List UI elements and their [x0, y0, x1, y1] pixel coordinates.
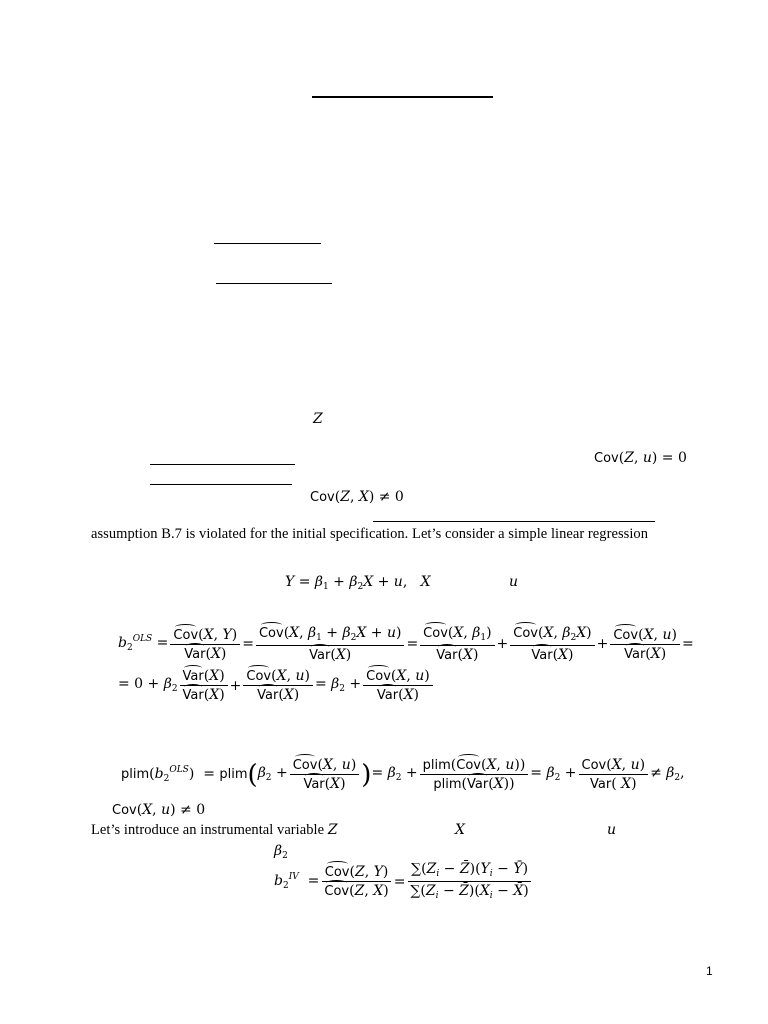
iv-intro-text: Let’s introduce an instrumental variable Z	[91, 822, 338, 838]
heading-underline-2	[216, 283, 332, 284]
ols-derivation-line-2: = $0 + \beta_2$ $\frac{\text{Var(X)}}{\text{Var(X)}}$ + $\frac{\text{Cov(X, u)}}{\text{Var(X)}}$ = $\beta_2$ + $\frac{\text{Cov(X, u)}}{\text{Var(X)}}$	[118, 669, 435, 702]
plim-equation: $plim(b_2^{OLS}) = plim$ ( $\beta_2$ + $\frac{\text{Cov(X, u)}}{\text{Var(X)}}$ ) = $\beta_2$ + $\frac{\text{plim(Cov(X, u))}}{\text{plim(Var(X))}}$ = $\beta_2$ + $\frac{\text{Cov(X, u)}}{\text{Var( X)}}$ ≠ $\beta_2$,	[121, 757, 685, 792]
underline-3	[373, 521, 655, 522]
cov-zu-equation: Cov(Z, u) = 0	[594, 450, 687, 466]
symbol-beta2: $\beta_2$	[274, 843, 288, 861]
symbol-u-2: u	[607, 822, 617, 838]
assumption-text: assumption B.7 is violated for the initial specification. Let’s consider a simple linear regression	[91, 526, 649, 542]
symbol-u-1: u	[509, 574, 519, 590]
heading-underline-1	[214, 243, 321, 244]
iv-estimator: $b_2^{IV}$ = $\frac{\text{Cov(Z, Y)}}{\text{Cov(Z, X)}}$ = $\frac{\sum(Z_i - Z̄)(Y_i - Ȳ)}{\sum(Z_i - Z̄)(X_i - X̄)}$	[274, 862, 534, 901]
symbol-x: X	[455, 822, 465, 838]
ols-derivation-line-1: $b_2^{OLS}$ = $\frac{\text{Cov(X, Y)}}{\text{Var(X)}}$ = $\frac{Cov(X, \beta_1 + \beta_2X + u)}{\text{Var(X)}}$ = $\frac{Cov(X, \beta_1)}{\text{Var(X)}}$ + $\frac{Cov(X, \beta_2X)}{\text{Var(X)}}$ + $\frac{\text{Cov(X, u)}}{\text{Var(X)}}$ =	[118, 625, 694, 663]
underline-2	[150, 484, 292, 485]
symbol-z: Z	[313, 411, 323, 427]
cov-zx-equation: Cov(Z, X) ≠ 0	[310, 489, 404, 505]
cov-xu-nonzero: Cov(X, u) ≠ 0	[112, 802, 206, 818]
page-number: 1	[706, 964, 713, 978]
underline-1	[150, 464, 295, 465]
title-underline	[312, 96, 493, 98]
regression-equation: $Y = \beta_1 + \beta_2X + u$, X	[285, 574, 431, 592]
